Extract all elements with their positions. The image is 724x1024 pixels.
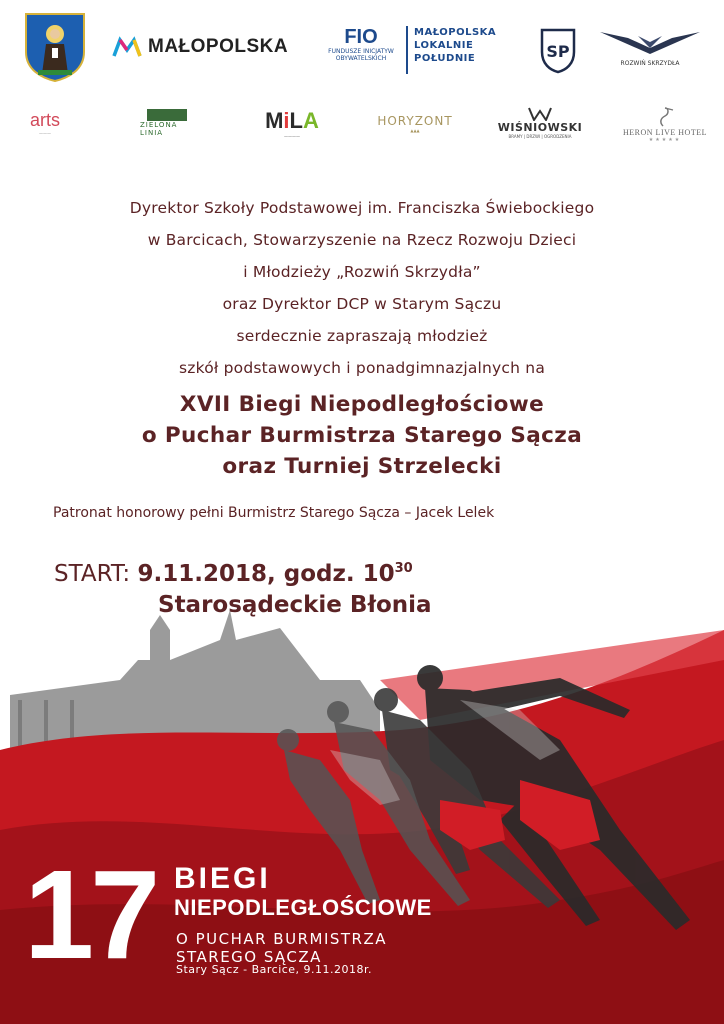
start-datetime: 9.11.2018, godz. 10 <box>137 561 395 587</box>
event-title-line: XVII Biegi Niepodległościowe <box>179 392 545 417</box>
banner-line-starego-sacza: STAREGO SĄCZA <box>176 948 322 966</box>
edition-number: 17 <box>24 844 157 985</box>
start-label: START: <box>54 561 131 587</box>
invitation-line: oraz Dyrektor DCP w Starym Sączu <box>222 295 502 313</box>
zielona-mark-icon <box>147 109 187 121</box>
sp-letters: SP <box>546 42 570 61</box>
horyzont-logo: HORYZONT ▲▲▲ <box>377 113 453 133</box>
start-minutes: 30 <box>394 561 413 576</box>
start-info <box>54 561 413 587</box>
zielona-text: ZIELONA LINIA <box>140 121 178 137</box>
invitation-line: Dyrektor Szkoły Podstawowej im. Franciszka Świebockiego <box>129 199 595 217</box>
malopolska-logo <box>112 30 288 64</box>
banner-date-location: Stary Sącz - Barcice, 9.11.2018r. <box>176 963 373 976</box>
fio-subtitle: FUNDUSZE INICJATYW OBYWATELSKICH <box>328 48 394 62</box>
arts-text: arts <box>29 110 60 130</box>
fio-right-line: MAŁOPOLSKA <box>414 27 497 38</box>
banner-line-biegi: BIEGI <box>174 862 271 895</box>
wisniowski-mark-icon <box>528 107 552 121</box>
zielona-linia-logo <box>140 100 194 146</box>
invitation-line: i Młodzieży „Rozwiń Skrzydła” <box>243 263 481 281</box>
invitation-line: szkół podstawowych i ponadgimnazjalnych na <box>178 359 546 377</box>
event-title-line: oraz Turniej Strzelecki <box>222 454 502 479</box>
heron-text: HERON LIVE HOTEL <box>623 127 707 137</box>
invitation-line: w Barcicach, Stowarzyszenie na Rzecz Rozwoju Dzieci <box>147 231 577 249</box>
wisniowski-subtext: BRAMY | DRZWI | OGRODZENIA <box>508 134 572 139</box>
mila-logo: MiLA ———— <box>265 107 319 139</box>
mila-text: MiLA <box>265 107 319 133</box>
fio-right-line: POŁUDNIE <box>414 53 476 64</box>
heron-stars: ★★★★★ <box>648 136 682 143</box>
heron-bird-icon <box>653 106 677 128</box>
rozwin-skrzydla-logo <box>598 28 702 70</box>
school-emblem-logo <box>538 24 578 74</box>
heron-logo <box>622 96 708 152</box>
fio-right-line: LOKALNIE <box>414 40 474 51</box>
coat-of-arms-logo <box>24 12 86 82</box>
malopolska-text: MAŁOPOLSKA <box>148 36 289 57</box>
event-title-line: o Puchar Burmistrza Starego Sącza <box>141 423 583 448</box>
fio-logo <box>322 26 512 74</box>
banner-line-puchar: O PUCHAR BURMISTRZA <box>176 930 388 948</box>
patronage-text: Patronat honorowy pełni Burmistrz Starego Sącza – Jacek Lelek <box>53 505 495 521</box>
rozwin-caption: ROZWIŃ SKRZYDŁA <box>620 60 680 67</box>
banner-line-niepodleglosciowe: NIEPODLEGŁOŚCIOWE <box>174 895 432 920</box>
fio-title: FIO <box>344 26 378 48</box>
wisniowski-text: WIŚNIOWSKI <box>497 121 583 134</box>
wisniowski-logo <box>498 100 582 146</box>
start-venue: Starosądeckie Błonia <box>158 592 432 618</box>
horyzont-text: HORYZONT <box>377 113 453 128</box>
wings-icon <box>598 28 702 60</box>
malopolska-mark-icon <box>112 36 142 58</box>
invitation-line: serdecznie zapraszają młodzież <box>236 327 488 345</box>
arts-logo: arts ——— <box>29 110 60 136</box>
